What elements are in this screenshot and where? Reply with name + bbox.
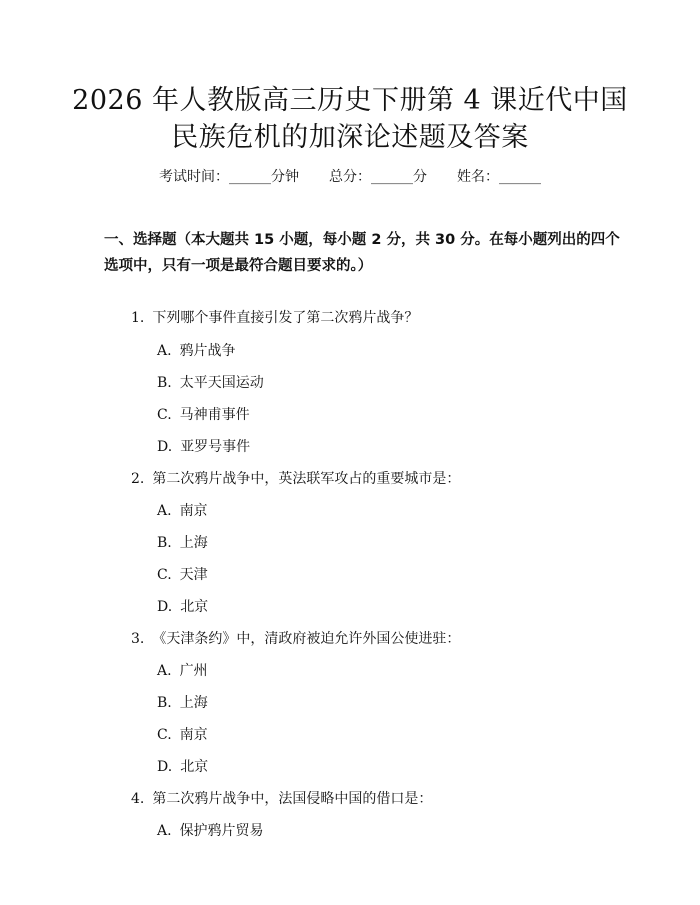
option-letter: C. (157, 567, 172, 583)
option-letter: A. (157, 663, 172, 679)
question-3 (131, 628, 460, 650)
exam-score-field: 总分：______分 (329, 169, 427, 185)
question-number: 3. (131, 631, 145, 647)
page-title-line-2: 民族危机的加深论述题及答案 (171, 122, 529, 153)
option-text: 南京 (179, 727, 208, 743)
question-text: 第二次鸦片战争中，法国侵略中国的借口是： (152, 791, 433, 807)
question-text: 《天津条约》中，清政府被迫允许外国公使进驻： (152, 631, 461, 647)
question-number: 1. (131, 310, 145, 326)
option-text: 太平天国运动 (179, 375, 264, 391)
question-1 (131, 307, 418, 329)
section-heading: 一、选择题（本大题共 15 小题，每小题 2 分，共 30 分。在每小题列出的四个选项中，只有一项是最符合题目要求的。） (104, 232, 620, 274)
option-text: 天津 (179, 567, 208, 583)
option-letter: C. (157, 407, 172, 423)
option-text: 北京 (180, 599, 209, 615)
question-text: 下列哪个事件直接引发了第二次鸦片战争？ (152, 310, 419, 326)
question-text: 第二次鸦片战争中，英法联军攻占的重要城市是： (152, 471, 461, 487)
question-number: 4. (131, 791, 145, 807)
option-letter: B. (157, 375, 172, 391)
option-2b (157, 532, 208, 554)
option-letter: B. (157, 535, 172, 551)
option-letter: D. (157, 599, 173, 615)
page-title-line-1: 2026 年人教版高三历史下册第 4 课近代中国 (72, 85, 628, 116)
option-letter: A. (157, 823, 172, 839)
option-text: 广州 (179, 663, 208, 679)
option-letter: D. (157, 759, 173, 775)
option-letter: D. (157, 439, 173, 455)
exam-name-field: 姓名：______ (457, 169, 541, 185)
question-2 (131, 468, 460, 490)
option-text: 上海 (179, 535, 208, 551)
option-2a (157, 500, 208, 522)
option-3d (157, 756, 208, 778)
option-letter: B. (157, 695, 172, 711)
option-text: 亚罗号事件 (180, 439, 251, 455)
option-text: 南京 (179, 503, 208, 519)
exam-meta (0, 166, 700, 188)
option-letter: C. (157, 727, 172, 743)
option-letter: A. (157, 343, 172, 359)
option-letter: A. (157, 503, 172, 519)
option-3a (157, 660, 208, 682)
option-text: 马神甫事件 (179, 407, 250, 423)
option-1a (157, 340, 236, 362)
option-1c (157, 404, 250, 426)
option-2c (157, 564, 208, 586)
option-1b (157, 372, 264, 394)
question-4 (131, 788, 432, 810)
option-text: 保护鸦片贸易 (179, 823, 264, 839)
option-text: 上海 (179, 695, 208, 711)
question-number: 2. (131, 471, 145, 487)
option-3b (157, 692, 208, 714)
option-1d (157, 436, 250, 458)
option-text: 鸦片战争 (179, 343, 236, 359)
option-3c (157, 724, 208, 746)
option-text: 北京 (180, 759, 209, 775)
option-4a (157, 820, 264, 842)
exam-time-field: 考试时间：______分钟 (159, 169, 299, 185)
option-2d (157, 596, 208, 618)
